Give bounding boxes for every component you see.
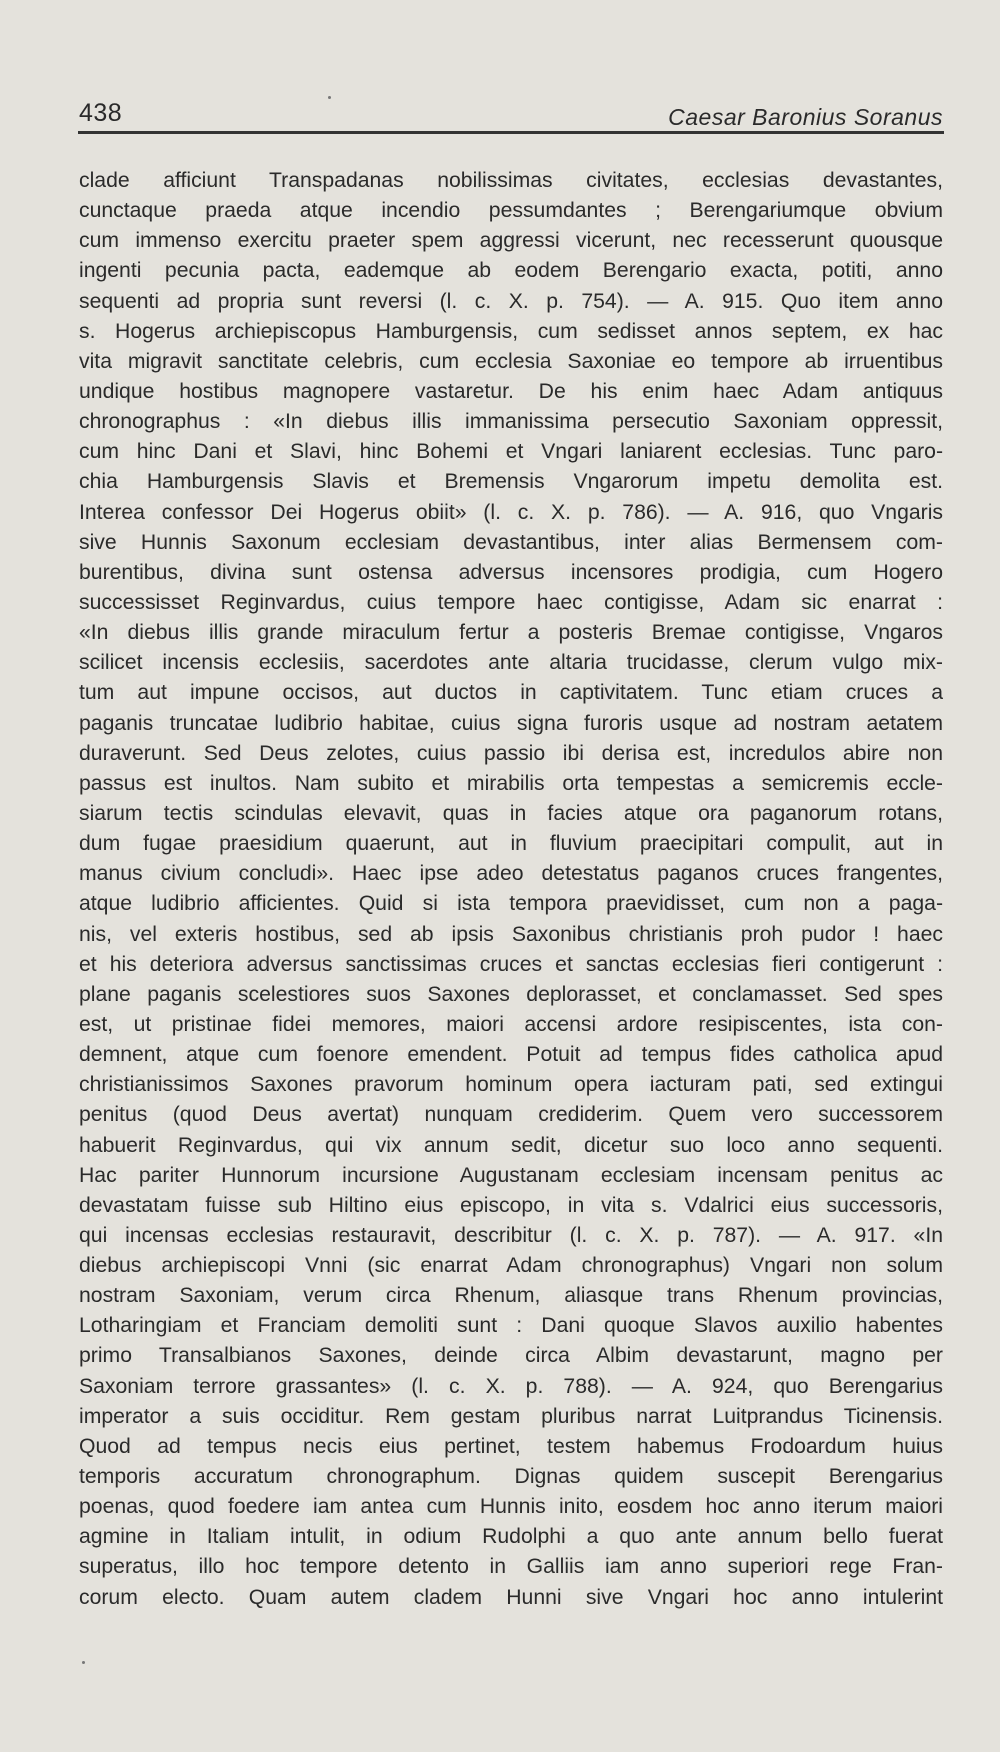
text-line: sive Hunnis Saxonum ecclesiam devastantibus, inter alias Bermensem com- (79, 530, 943, 554)
text-line: chia Hamburgensis Slavis et Bremensis Vngarorum impetu demolita est. (79, 470, 943, 494)
text-line: siarum tectis scindulas elevavit, quas in facies atque ora paganorum rotans, (79, 801, 943, 825)
text-line: ingenti pecunia pacta, eademque ab eodem Berengario exacta, potiti, anno (79, 259, 943, 283)
text-line: et his deteriora adversus sanctissimas cruces et sanctas ecclesias fieri contigerunt : (79, 952, 943, 976)
text-line: superatus, illo hoc tempore detento in Galliis iam anno superiori rege Fran- (79, 1555, 943, 1579)
text-line: duraverunt. Sed Deus zelotes, cuius passio ibi derisa est, incredulos abire non (79, 741, 943, 765)
text-line: diebus archiepiscopi Vnni (sic enarrat Adam chronographus) Vngari non solum (79, 1254, 943, 1278)
text-line: primo Transalbianos Saxones, deinde circa Albim devastarunt, magno per (79, 1344, 943, 1368)
page-header (79, 92, 943, 132)
text-line: clade afficiunt Transpadanas nobilissimas civitates, ecclesias devastantes, (79, 169, 943, 192)
text-line: undique hostibus magnopere vastaretur. De his enim haec Adam antiquus (79, 379, 943, 403)
text-line: nostram Saxoniam, verum circa Rhenum, aliasque trans Rhenum provincias, (79, 1284, 943, 1308)
text-line: cum immenso exercitu praeter spem aggressi vicerunt, nec recesserunt quousque (79, 229, 943, 253)
text-line: poenas, quod foedere iam antea cum Hunnis inito, eosdem hoc anno iterum maiori (79, 1495, 943, 1519)
header-rule (78, 131, 944, 134)
running-title: Caesar Baronius Soranus (668, 104, 943, 130)
text-line: atque ludibrio afficientes. Quid si ista tempora praevidisset, cum non a paga- (79, 892, 943, 916)
text-line: Saxoniam terrore grassantes» (l. c. X. p. 788). — A. 924, quo Berengarius (79, 1374, 943, 1398)
text-line: dum fugae praesidium quaerunt, aut in fluvium praecipitari compulit, aut in (79, 832, 943, 856)
paper-speck (328, 96, 331, 99)
text-line: manus civium concludi». Haec ipse adeo detestatus paganos cruces frangentes, (79, 862, 943, 886)
text-line: imperator a suis occiditur. Rem gestam pluribus narrat Luitprandus Ticinensis. (79, 1404, 943, 1428)
text-line: Interea confessor Dei Hogerus obiit» (l. c. X. p. 786). — A. 916, quo Vngaris (79, 500, 943, 524)
text-line: sequenti ad propria sunt reversi (l. c. X. p. 754). — A. 915. Quo item anno (79, 289, 943, 313)
text-line: paganis truncatae ludibrio habitae, cuius signa furoris usque ad nostram aetatem (79, 711, 943, 735)
text-line: habuerit Reginvardus, qui vix annum sedit, dicetur suo loco anno sequenti. (79, 1133, 943, 1157)
text-line: «In diebus illis grande miraculum fertur a posteris Bremae contigisse, Vngaros (79, 621, 943, 645)
text-line: devastatam fuisse sub Hiltino eius episcopo, in vita s. Vdalrici eius successoris, (79, 1193, 943, 1217)
text-line: Quod ad tempus necis eius pertinet, testem habemus Frodoardum huius (79, 1434, 943, 1458)
text-line: nis, vel exteris hostibus, sed ab ipsis Saxonibus christianis proh pudor ! haec (79, 922, 943, 946)
text-line: chronographus : «In diebus illis immanissima persecutio Saxoniam oppressit, (79, 410, 943, 434)
text-line: est, ut pristinae fidei memores, maiori accensi ardore resipiscentes, ista con- (79, 1012, 943, 1036)
text-line: s. Hogerus archiepiscopus Hamburgensis, cum sedisset annos septem, ex hac (79, 319, 943, 343)
text-line: penitus (quod Deus avertat) nunquam crediderim. Quem vero successorem (79, 1103, 943, 1127)
body-text (79, 166, 943, 1643)
text-line: successisset Reginvardus, cuius tempore haec contigisse, Adam sic enarrat : (79, 590, 943, 614)
text-line: Lotharingiam et Franciam demoliti sunt : Dani quoque Slavos auxilio habentes (79, 1314, 943, 1338)
text-line: temporis accuratum chronographum. Dignas quidem suscepit Berengarius (79, 1465, 943, 1489)
text-line: vita migravit sanctitate celebris, cum ecclesia Saxoniae eo tempore ab irruentibus (79, 349, 943, 373)
text-line: cum hinc Dani et Slavi, hinc Bohemi et Vngari laniarent ecclesias. Tunc paro- (79, 440, 943, 464)
text-line: scilicet incensis ecclesiis, sacerdotes ante altaria trucidasse, clerum vulgo mix- (79, 651, 943, 675)
paper-speck (82, 1661, 85, 1664)
text-line: corum electo. Quam autem cladem Hunni sive Vngari hoc anno intulerint (79, 1585, 943, 1609)
text-line: qui incensas ecclesias restauravit, describitur (l. c. X. p. 787). — A. 917. «In (79, 1223, 943, 1247)
text-line: cunctaque praeda atque incendio pessumdantes ; Berengariumque obvium (79, 199, 943, 223)
text-line: demnent, atque cum foenore emendent. Potuit ad tempus fides catholica apud (79, 1043, 943, 1067)
text-line: passus est inultos. Nam subito et mirabilis orta tempestas a semicremis eccle- (79, 771, 943, 795)
text-line: burentibus, divina sunt ostensa adversus incensores prodigia, cum Hogero (79, 560, 943, 584)
page-number: 438 (79, 99, 123, 127)
text-line: tum aut impune occisos, aut ductos in captivitatem. Tunc etiam cruces a (79, 681, 943, 705)
text-line (79, 1613, 943, 1643)
text-line: Hac pariter Hunnorum incursione Augustanam ecclesiam incensam penitus ac (79, 1163, 943, 1187)
text-line: plane paganis scelestiores suos Saxones deplorasset, et conclamasset. Sed spes (79, 982, 943, 1006)
text-line: agmine in Italiam intulit, in odium Rudolphi a quo ante annum bello fuerat (79, 1525, 943, 1549)
text-line: christianissimos Saxones pravorum hominum opera iacturam pati, sed extingui (79, 1073, 943, 1097)
